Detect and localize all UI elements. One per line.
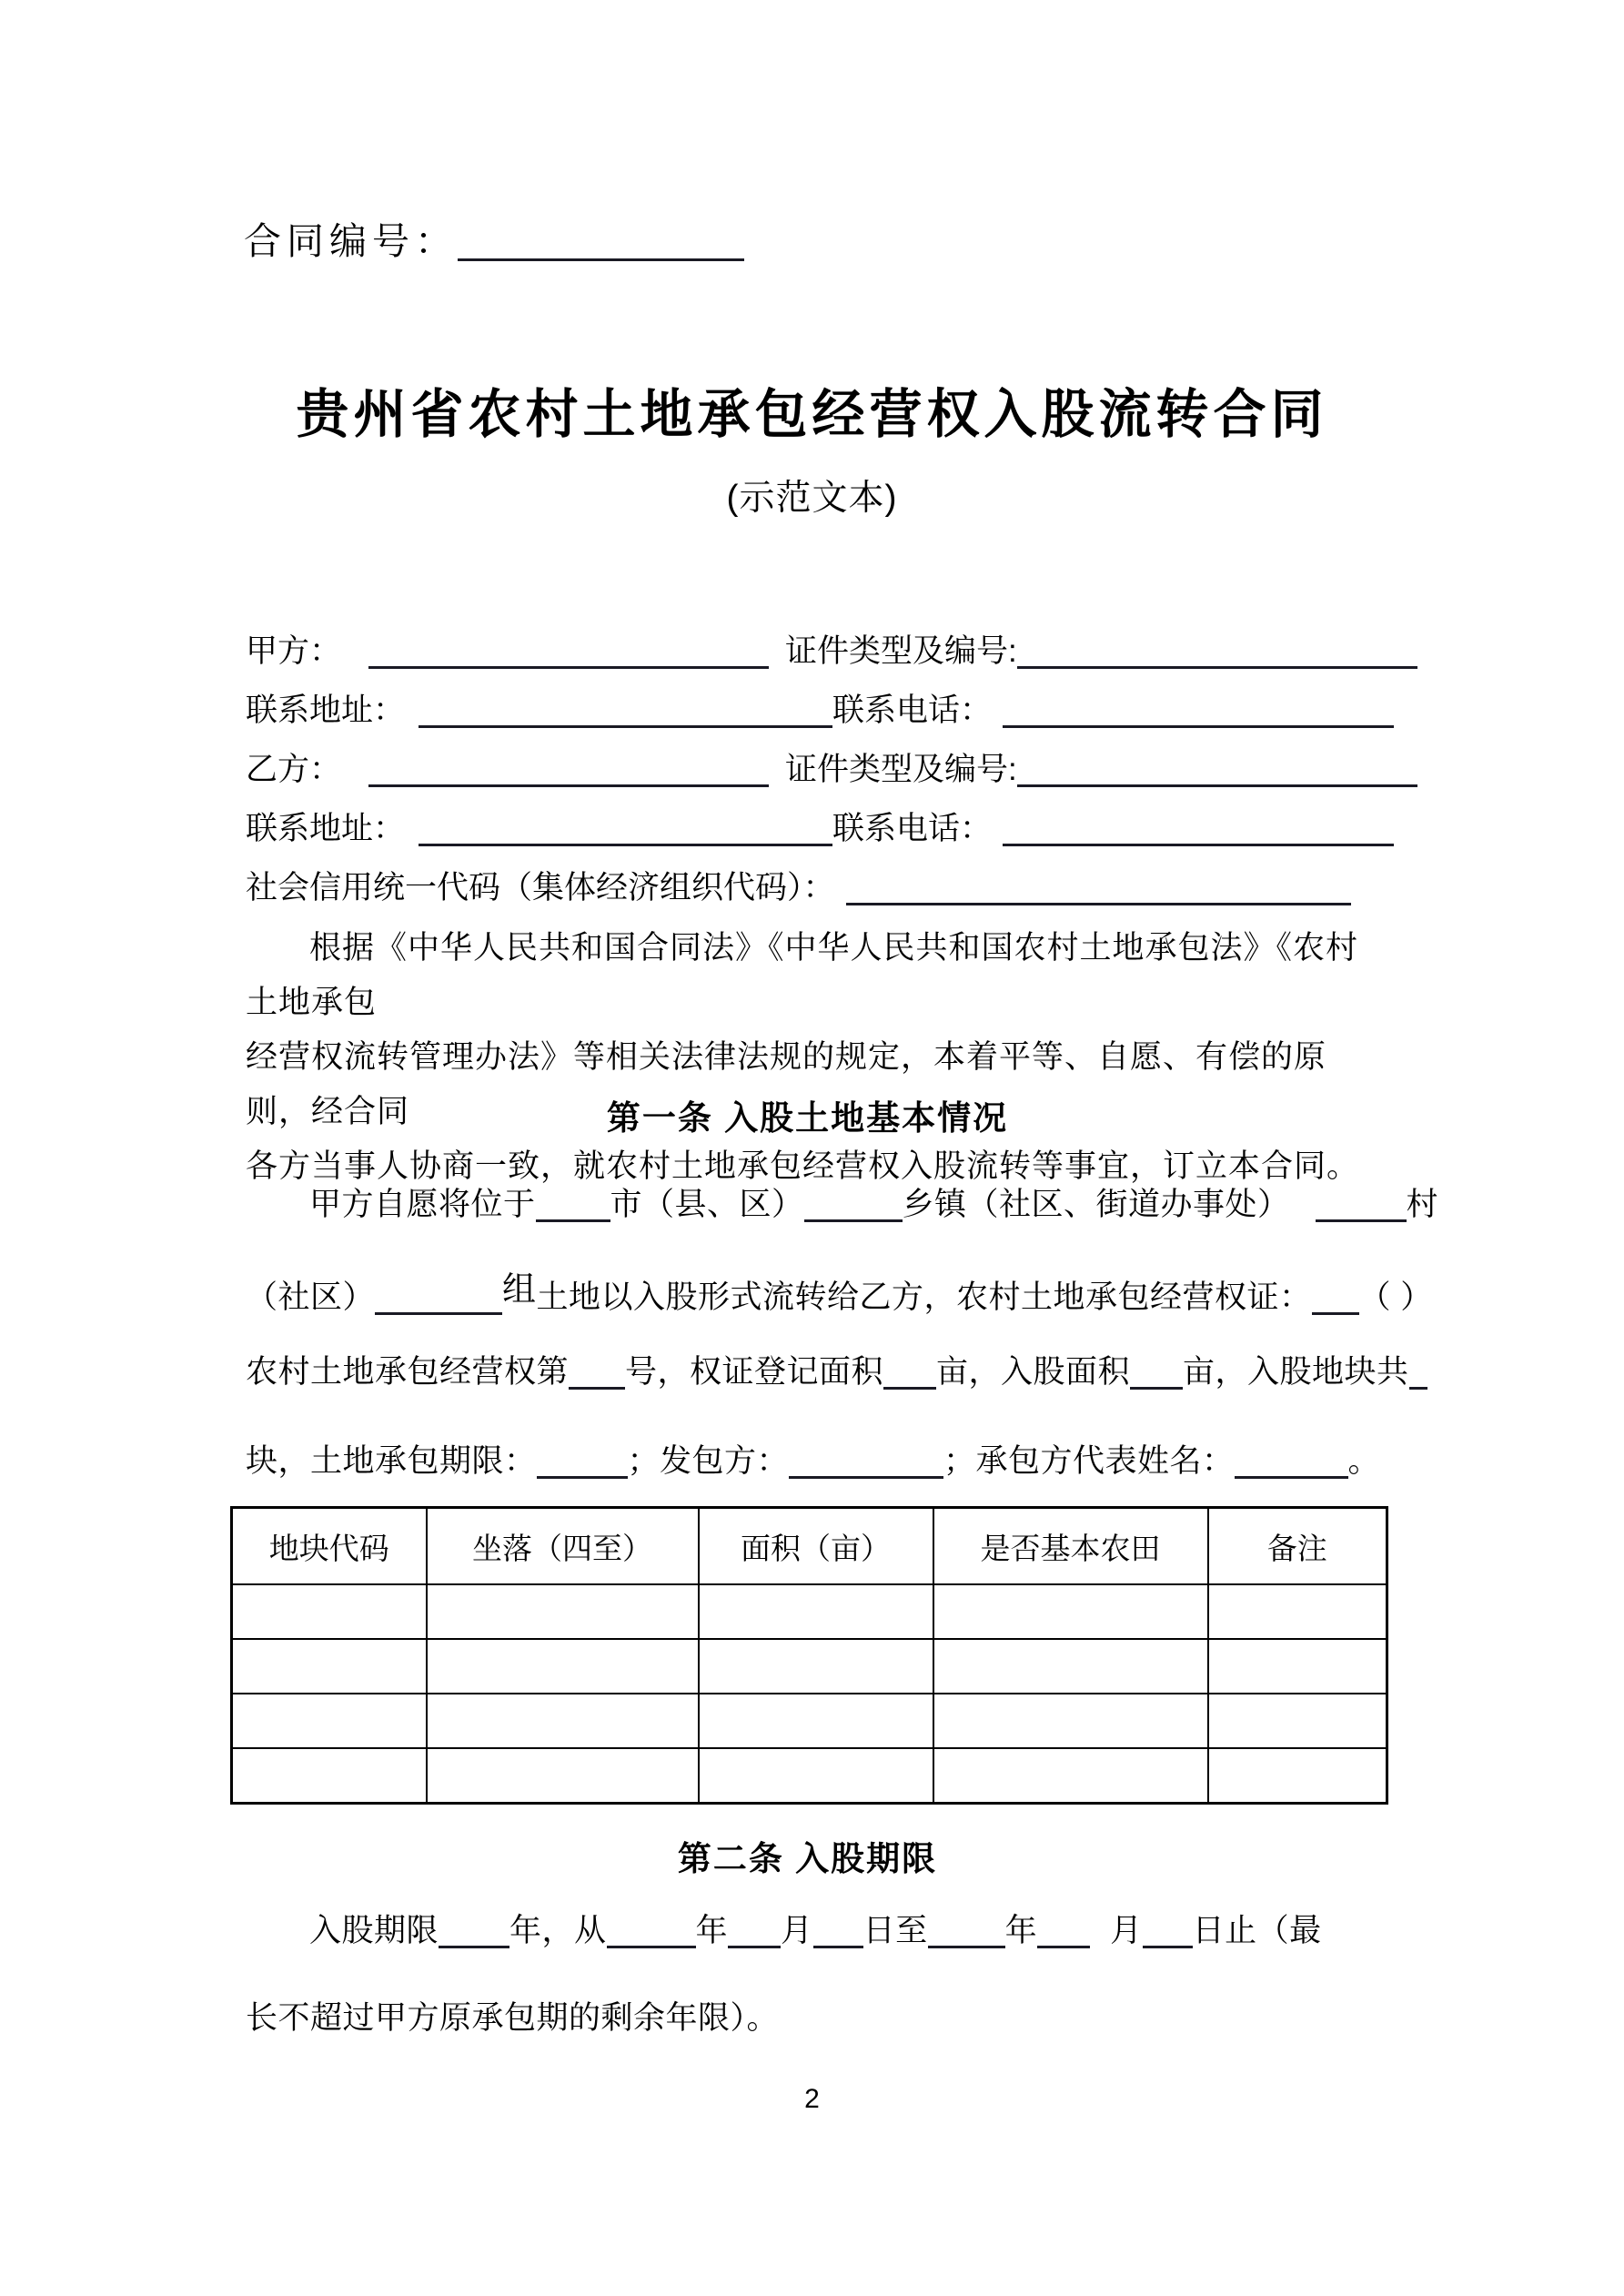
clause-text-kaiti: 组 [502, 1271, 537, 1309]
end-year-blank-field[interactable] [928, 1912, 1005, 1948]
plots-table-cell[interactable] [699, 1694, 933, 1748]
clause-text: 土地以入股形式流转给乙方，农村土地承包经营权证： [536, 1279, 1312, 1315]
article-1-line-b [246, 1269, 1433, 1318]
start-day-blank-field[interactable] [813, 1912, 863, 1948]
clause-text: 。 [1347, 1443, 1381, 1479]
clause-text: 甲方自愿将位于 [309, 1187, 536, 1222]
clause-text: 年，从 [509, 1913, 607, 1948]
plots-table-row [232, 1639, 1387, 1694]
column-header-plot-code: 地块代码 [232, 1508, 427, 1585]
preamble-line-2: 经营权流转管理办法》等相关法律法规的规定，本着平等、自愿、有偿的原则，经合同 [246, 1039, 1327, 1129]
party-a-phone-label: 联系电话： [832, 693, 993, 728]
party-b-line [246, 744, 1369, 804]
article-1-heading: 第一条 入股土地基本情况 [606, 1099, 1009, 1137]
party-a-cert-blank-field[interactable] [1017, 632, 1417, 669]
plots-table-cell[interactable] [232, 1694, 427, 1748]
party-a-address-label: 联系地址： [246, 693, 406, 728]
column-header-basic-farmland: 是否基本农田 [933, 1508, 1208, 1585]
article-2-heading: 第二条 入股期限 [677, 1840, 938, 1877]
article-1-line-d [246, 1436, 1381, 1482]
plots-table-row [232, 1694, 1387, 1748]
party-a-phone-blank-field[interactable] [1003, 692, 1394, 728]
plots-table-body [232, 1584, 1387, 1804]
party-b-address-label: 联系地址： [246, 811, 406, 846]
clause-text: 乡镇（社区、街道办事处） [902, 1187, 1290, 1222]
credit-code-label: 社会信用统一代码（集体经济组织代码）： [246, 870, 835, 905]
plots-table-cell[interactable] [427, 1748, 699, 1804]
article-2-line-b: 长不超过甲方原承包期的剩余年限）。 [246, 2000, 780, 2036]
page-number: 2 [804, 2084, 820, 2114]
party-b-phone-label: 联系电话： [832, 811, 993, 846]
city-blank-field[interactable] [536, 1186, 610, 1222]
party-a-name-blank-field[interactable] [368, 632, 769, 669]
plots-table [230, 1506, 1388, 1805]
plots-table-cell[interactable] [1208, 1584, 1387, 1639]
plots-table-row [232, 1748, 1387, 1804]
plots-table-row [232, 1584, 1387, 1639]
party-b-label: 乙方： [246, 752, 342, 787]
contract-term-blank-field[interactable] [537, 1442, 628, 1479]
credit-code-line [246, 863, 1369, 922]
clause-text: 年 [1004, 1913, 1038, 1948]
clause-text: 农村土地承包经营权第 [246, 1354, 570, 1390]
clause-text: 入股期限 [309, 1913, 439, 1948]
plots-table-cell[interactable] [232, 1748, 427, 1804]
credit-code-blank-field[interactable] [846, 869, 1351, 905]
column-header-area: 面积（亩） [699, 1508, 933, 1585]
plots-table-cell[interactable] [933, 1639, 1208, 1694]
plots-table-cell[interactable] [699, 1639, 933, 1694]
clause-text: （社区） [246, 1279, 376, 1315]
start-year-blank-field[interactable] [607, 1912, 696, 1948]
party-a-address-blank-field[interactable] [419, 692, 832, 728]
plots-table-cell[interactable] [699, 1748, 933, 1804]
cert-number-blank-field[interactable] [1312, 1279, 1359, 1315]
party-b-cert-blank-field[interactable] [1017, 751, 1417, 787]
party-b-contact-line [246, 804, 1369, 863]
party-a-contact-line [246, 685, 1369, 744]
end-day-blank-field[interactable] [1143, 1912, 1193, 1948]
party-b-address-blank-field[interactable] [419, 810, 832, 846]
plots-table-cell[interactable] [232, 1584, 427, 1639]
column-header-remarks: 备注 [1208, 1508, 1387, 1585]
article-2-line-a [246, 1906, 1378, 1951]
clause-text: 亩，入股面积 [936, 1354, 1131, 1390]
term-years-blank-field[interactable] [439, 1912, 509, 1948]
party-b-name-blank-field[interactable] [368, 751, 769, 787]
article-1-line-c [246, 1347, 1409, 1392]
clause-text: ；承包方代表姓名： [943, 1443, 1235, 1479]
preamble-line-1: 根据《中华人民共和国合同法》《中华人民共和国农村土地承包法》《农村土地承包 [246, 930, 1359, 1020]
township-blank-field[interactable] [804, 1186, 903, 1222]
clause-text: 村 [1406, 1187, 1439, 1222]
plots-table-cell[interactable] [427, 1584, 699, 1639]
clause-text: 月 [1110, 1913, 1143, 1948]
party-a-cert-label: 证件类型及编号: [785, 633, 1017, 669]
document-title: 贵州省农村土地承包经营权入股流转合同 [296, 385, 1328, 444]
document-subtitle: (示范文本) [726, 479, 898, 518]
start-month-blank-field[interactable] [728, 1912, 781, 1948]
plots-table-cell[interactable] [933, 1748, 1208, 1804]
clause-text: 月 [781, 1913, 813, 1948]
contract-number-blank-field[interactable] [458, 219, 744, 261]
party-a-label: 甲方： [246, 633, 342, 669]
plots-table-cell[interactable] [699, 1584, 933, 1639]
representative-name-blank-field[interactable] [1235, 1442, 1348, 1479]
plots-table-cell[interactable] [427, 1694, 699, 1748]
clause-text: 块，土地承包期限： [246, 1443, 537, 1479]
plots-table-cell[interactable] [933, 1694, 1208, 1748]
plots-table-cell[interactable] [232, 1639, 427, 1694]
preamble-line-3: 各方当事人协商一致，就农村土地承包经营权入股流转等事宜，订立本合同。 [246, 1148, 1360, 1184]
party-b-phone-blank-field[interactable] [1003, 810, 1394, 846]
article-1-line-a [246, 1179, 1439, 1225]
clause-text: 年 [695, 1913, 729, 1948]
contract-number-line [244, 211, 744, 265]
party-b-cert-label: 证件类型及编号: [785, 752, 1017, 787]
group-blank-field[interactable] [375, 1279, 502, 1315]
issuer-blank-field[interactable] [789, 1442, 943, 1479]
end-month-blank-field[interactable] [1037, 1912, 1090, 1948]
cert-no-blank-field[interactable] [569, 1353, 625, 1390]
column-header-location: 坐落（四至） [427, 1508, 699, 1585]
plots-table-cell[interactable] [1208, 1748, 1387, 1804]
preamble-paragraph [246, 921, 1378, 1194]
clause-text: 市（县、区） [610, 1187, 804, 1222]
clause-text: （ ） [1358, 1279, 1433, 1315]
clause-text: 日至 [862, 1913, 928, 1948]
clause-text: 日止（最 [1192, 1913, 1322, 1948]
village-blank-field[interactable] [1316, 1186, 1407, 1222]
clause-text: 亩，入股地块共 [1183, 1354, 1409, 1390]
contract-number-label: 合同编号： [244, 220, 458, 262]
plots-table-header-row [232, 1508, 1387, 1585]
plot-count-blank-field[interactable] [1409, 1353, 1427, 1390]
parties-block [246, 626, 1369, 922]
plots-table-cell[interactable] [1208, 1639, 1387, 1694]
plots-table-cell[interactable] [933, 1584, 1208, 1639]
clause-text: ；发包方： [627, 1443, 790, 1479]
clause-text: 号，权证登记面积 [625, 1354, 884, 1390]
stake-area-blank-field[interactable] [1130, 1353, 1183, 1390]
registered-area-blank-field[interactable] [883, 1353, 936, 1390]
plots-table-cell[interactable] [427, 1639, 699, 1694]
plots-table-cell[interactable] [1208, 1694, 1387, 1748]
party-a-line [246, 626, 1369, 685]
